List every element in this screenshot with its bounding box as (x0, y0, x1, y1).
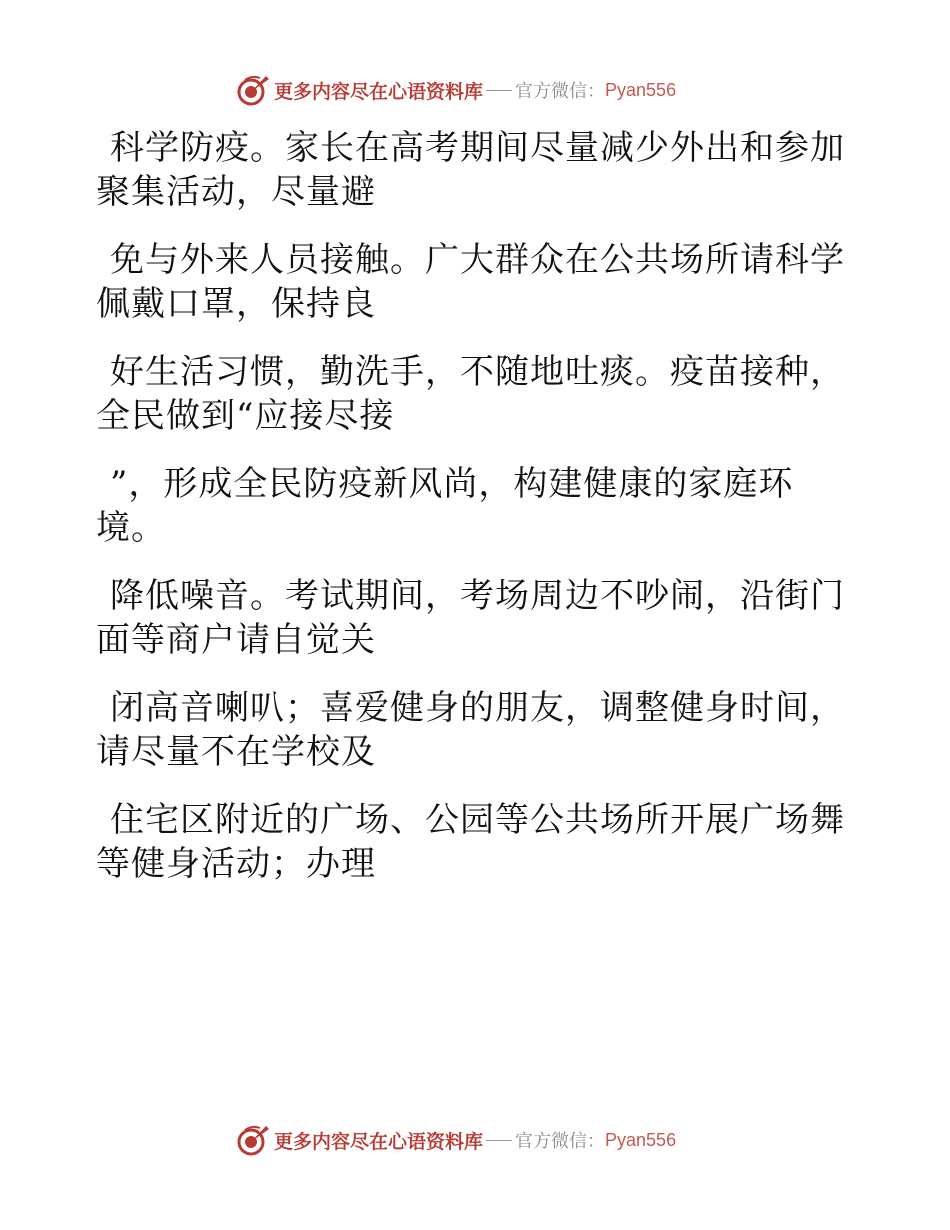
paragraph (96, 126, 845, 214)
quill-logo-icon (236, 73, 270, 107)
paragraph (96, 686, 845, 774)
text-line: 请尽量不在学校及 (96, 732, 376, 772)
paragraph (96, 574, 845, 662)
text-line: 境。 (96, 508, 166, 548)
quill-logo-icon (236, 1123, 270, 1157)
text-line: 免与外来人员接触。广大群众在公共场所请科学 (110, 240, 845, 280)
text-line: ”，形成全民防疫新风尚，构建健康的家庭环 (110, 464, 794, 504)
wechat-id: Pyan556 (605, 79, 677, 100)
paragraph (96, 350, 845, 438)
text-line: 好生活习惯，勤洗手，不随地吐痰。疫苗接种， (110, 352, 845, 392)
paragraph (96, 798, 845, 886)
text-line: 佩戴口罩，保持良 (96, 284, 376, 324)
document-body (96, 126, 845, 910)
text-line: 住宅区附近的广场、公园等公共场所开展广场舞 (110, 800, 845, 840)
text-line: 闭高音喇叭；喜爱健身的朋友，调整健身时间， (110, 688, 845, 728)
text-line: 等健身活动；办理 (96, 844, 376, 884)
text-line: 降低噪音。考试期间，考场周边不吵闹，沿街门 (110, 576, 845, 616)
separator-dash (486, 1140, 512, 1141)
text-line: 科学防疫。家长在高考期间尽量减少外出和参加 (110, 128, 845, 168)
wechat-label: 官方微信： (515, 81, 606, 102)
text-line: 面等商户请自觉关 (96, 620, 376, 660)
paragraph (96, 238, 845, 326)
text-line: 全民做到“应接尽接 (96, 396, 395, 436)
wechat-id: Pyan556 (605, 1129, 677, 1150)
text-line: 聚集活动，尽量避 (96, 172, 376, 212)
footer-banner (236, 1122, 676, 1158)
paragraph (96, 462, 836, 550)
wechat-label: 官方微信： (515, 1131, 606, 1152)
separator-dash (486, 90, 512, 91)
site-name: 更多内容尽在心语资料库 (274, 80, 484, 103)
header-banner (236, 72, 676, 108)
site-name: 更多内容尽在心语资料库 (274, 1130, 484, 1153)
